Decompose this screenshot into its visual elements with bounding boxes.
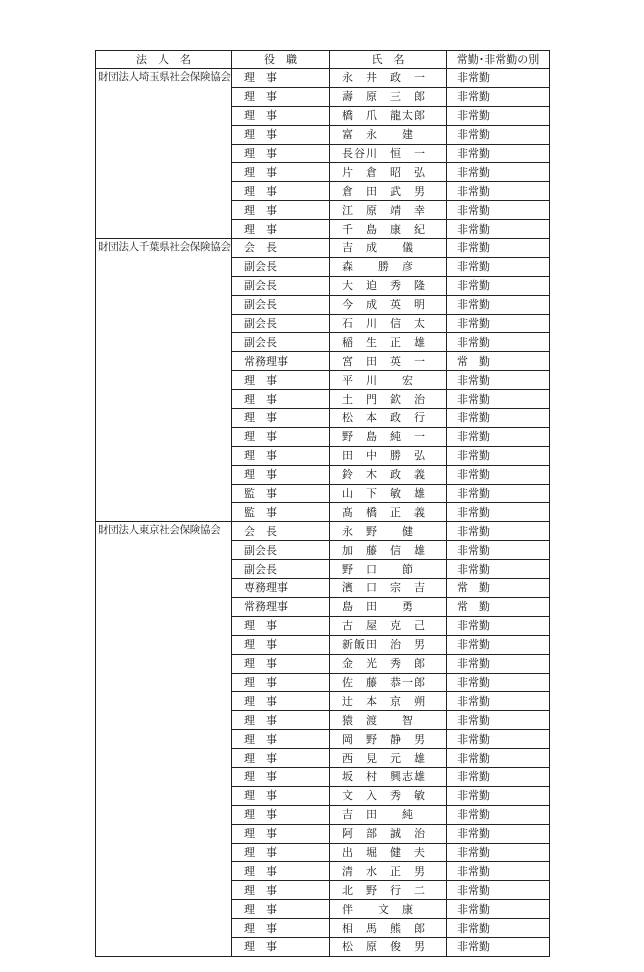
employment-status-cell: 常 勤 [447,352,550,371]
role-cell: 理 事 [232,767,330,786]
employment-status-cell: 非常勤 [447,786,550,805]
employment-status-cell: 非常勤 [447,881,550,900]
table-row [96,390,550,409]
role-cell: 理 事 [232,163,330,182]
employment-status-cell: 非常勤 [447,371,550,390]
role-cell: 理 事 [232,900,330,919]
table-row [96,711,550,730]
person-name-cell: 古 屋 克 己 [330,616,447,635]
corporation-cell [96,106,232,125]
header-row [96,51,550,69]
employment-status-cell: 非常勤 [447,144,550,163]
role-cell: 理 事 [232,446,330,465]
table-row [96,276,550,295]
table-row [96,541,550,560]
corporation-cell [96,276,232,295]
role-cell: 理 事 [232,711,330,730]
person-name-cell: 辻 本 京 朔 [330,692,447,711]
role-cell: 常務理事 [232,352,330,371]
person-name-cell: 加 藤 信 雄 [330,541,447,560]
corporation-cell [96,767,232,786]
header-corporation: 法 人 名 [96,51,232,69]
employment-status-cell: 非常勤 [447,900,550,919]
table-row [96,597,550,616]
role-cell: 理 事 [232,616,330,635]
person-name-cell: 金 光 秀 郎 [330,654,447,673]
table-row [96,125,550,144]
person-name-cell: 清 水 正 男 [330,862,447,881]
employment-status-cell: 非常勤 [447,673,550,692]
table-row [96,106,550,125]
corporation-cell [96,163,232,182]
corporation-cell [96,427,232,446]
employment-status-cell: 非常勤 [447,692,550,711]
corporation-cell [96,824,232,843]
person-name-cell: 倉 田 武 男 [330,182,447,201]
employment-status-cell: 非常勤 [447,635,550,654]
role-cell: 理 事 [232,881,330,900]
table-row [96,87,550,106]
table-row [96,937,550,956]
role-cell: 副会長 [232,333,330,352]
employment-status-cell: 非常勤 [447,239,550,258]
role-cell: 理 事 [232,220,330,239]
corporation-cell: 財団法人埼玉県社会保険協会 [96,69,232,88]
person-name-cell: 永 野 健 [330,522,447,541]
corporation-cell [96,881,232,900]
person-name-cell: 島 田 勇 [330,597,447,616]
person-name-cell: 鈴 木 政 義 [330,465,447,484]
role-cell: 理 事 [232,144,330,163]
role-cell: 専務理事 [232,579,330,598]
header-position: 役 職 [232,51,330,69]
corporation-cell [96,87,232,106]
role-cell: 副会長 [232,541,330,560]
employment-status-cell: 非常勤 [447,125,550,144]
person-name-cell: 西 見 元 雄 [330,749,447,768]
corporation-cell [96,182,232,201]
table-row [96,446,550,465]
role-cell: 理 事 [232,805,330,824]
table-row [96,881,550,900]
table-row [96,409,550,428]
employment-status-cell: 非常勤 [447,295,550,314]
table-row [96,673,550,692]
employment-status-cell: 非常勤 [447,69,550,88]
role-cell: 理 事 [232,937,330,956]
role-cell: 理 事 [232,427,330,446]
person-name-cell: 北 野 行 二 [330,881,447,900]
corporation-cell [96,919,232,938]
table-row [96,900,550,919]
header-name: 氏 名 [330,51,447,69]
person-name-cell: 江 原 靖 幸 [330,201,447,220]
employment-status-cell: 非常勤 [447,427,550,446]
employment-status-cell: 非常勤 [447,465,550,484]
table-row [96,182,550,201]
corporation-cell [96,220,232,239]
corporation-cell [96,446,232,465]
table-row [96,786,550,805]
corporation-cell [96,862,232,881]
person-name-cell: 吉 田 純 [330,805,447,824]
corporation-cell [96,597,232,616]
role-cell: 理 事 [232,201,330,220]
table-row [96,314,550,333]
corporation-cell [96,333,232,352]
table-row [96,352,550,371]
person-name-cell: 稲 生 正 雄 [330,333,447,352]
role-cell: 副会長 [232,314,330,333]
corporation-cell [96,257,232,276]
role-cell: 副会長 [232,257,330,276]
table-row [96,824,550,843]
employment-status-cell: 非常勤 [447,730,550,749]
role-cell: 理 事 [232,843,330,862]
corporation-cell [96,314,232,333]
employment-status-cell: 非常勤 [447,541,550,560]
employment-status-cell: 常 勤 [447,579,550,598]
table-row [96,163,550,182]
role-cell: 副会長 [232,560,330,579]
corporation-cell [96,560,232,579]
employment-status-cell: 非常勤 [447,201,550,220]
corporation-cell [96,579,232,598]
employment-status-cell: 非常勤 [447,862,550,881]
person-name-cell: 伴 文 康 [330,900,447,919]
role-cell: 理 事 [232,862,330,881]
person-name-cell: 松 本 政 行 [330,409,447,428]
employment-status-cell: 非常勤 [447,805,550,824]
table-row [96,295,550,314]
employment-status-cell: 常 勤 [447,597,550,616]
employment-status-cell: 非常勤 [447,390,550,409]
corporation-cell [96,805,232,824]
officers-table [95,50,550,957]
role-cell: 理 事 [232,87,330,106]
employment-status-cell: 非常勤 [447,937,550,956]
table-row [96,616,550,635]
employment-status-cell: 非常勤 [447,503,550,522]
employment-status-cell: 非常勤 [447,843,550,862]
role-cell: 理 事 [232,673,330,692]
person-name-cell: 野 口 節 [330,560,447,579]
corporation-cell [96,635,232,654]
person-name-cell: 長谷川 恒 一 [330,144,447,163]
role-cell: 理 事 [232,730,330,749]
employment-status-cell: 非常勤 [447,257,550,276]
person-name-cell: 濱 口 宗 吉 [330,579,447,598]
table-row [96,144,550,163]
corporation-cell [96,484,232,503]
table-row [96,333,550,352]
table-row [96,69,550,88]
person-name-cell: 橋 爪 龍太郎 [330,106,447,125]
corporation-cell [96,730,232,749]
role-cell: 常務理事 [232,597,330,616]
person-name-cell: 永 井 政 一 [330,69,447,88]
person-name-cell: 松 原 俊 男 [330,937,447,956]
employment-status-cell: 非常勤 [447,409,550,428]
corporation-cell [96,295,232,314]
corporation-cell [96,937,232,956]
table-row [96,201,550,220]
role-cell: 理 事 [232,786,330,805]
table-row [96,805,550,824]
person-name-cell: 出 堀 健 夫 [330,843,447,862]
employment-status-cell: 非常勤 [447,919,550,938]
corporation-cell [96,673,232,692]
role-cell: 副会長 [232,295,330,314]
employment-status-cell: 非常勤 [447,749,550,768]
table-row [96,843,550,862]
table-row [96,767,550,786]
role-cell: 理 事 [232,106,330,125]
corporation-cell [96,541,232,560]
employment-status-cell: 非常勤 [447,711,550,730]
person-name-cell: 片 倉 昭 弘 [330,163,447,182]
person-name-cell: 大 迫 秀 隆 [330,276,447,295]
corporation-cell [96,503,232,522]
role-cell: 理 事 [232,654,330,673]
person-name-cell: 相 馬 熊 郎 [330,919,447,938]
table-row [96,635,550,654]
employment-status-cell: 非常勤 [447,616,550,635]
table-row [96,862,550,881]
role-cell: 理 事 [232,749,330,768]
role-cell: 理 事 [232,69,330,88]
role-cell: 理 事 [232,919,330,938]
employment-status-cell: 非常勤 [447,654,550,673]
role-cell: 副会長 [232,276,330,295]
person-name-cell: 富 永 建 [330,125,447,144]
person-name-cell: 佐 藤 恭一郎 [330,673,447,692]
person-name-cell: 森 勝 彦 [330,257,447,276]
employment-status-cell: 非常勤 [447,333,550,352]
corporation-cell [96,786,232,805]
corporation-cell [96,409,232,428]
table-row [96,427,550,446]
person-name-cell: 吉 成 儀 [330,239,447,258]
corporation-cell [96,125,232,144]
person-name-cell: 今 成 英 明 [330,295,447,314]
table-row [96,522,550,541]
person-name-cell: 石 川 信 太 [330,314,447,333]
person-name-cell: 髙 橋 正 義 [330,503,447,522]
corporation-cell [96,144,232,163]
table-row [96,371,550,390]
person-name-cell: 土 門 欽 治 [330,390,447,409]
table-row [96,257,550,276]
corporation-cell [96,201,232,220]
corporation-cell: 財団法人東京社会保険協会 [96,522,232,541]
employment-status-cell: 非常勤 [447,276,550,295]
role-cell: 理 事 [232,390,330,409]
corporation-cell [96,352,232,371]
role-cell: 理 事 [232,182,330,201]
person-name-cell: 平 川 宏 [330,371,447,390]
table-row [96,919,550,938]
employment-status-cell: 非常勤 [447,560,550,579]
table-row [96,239,550,258]
person-name-cell: 岡 野 静 男 [330,730,447,749]
role-cell: 監 事 [232,484,330,503]
person-name-cell: 阿 部 誠 治 [330,824,447,843]
person-name-cell: 壽 原 三 郎 [330,87,447,106]
employment-status-cell: 非常勤 [447,182,550,201]
corporation-cell: 財団法人千葉県社会保険協会 [96,239,232,258]
person-name-cell: 田 中 勝 弘 [330,446,447,465]
role-cell: 会 長 [232,522,330,541]
table-row [96,484,550,503]
employment-status-cell: 非常勤 [447,824,550,843]
corporation-cell [96,371,232,390]
person-name-cell: 野 島 純 一 [330,427,447,446]
role-cell: 理 事 [232,692,330,711]
person-name-cell: 宮 田 英 一 [330,352,447,371]
corporation-cell [96,843,232,862]
corporation-cell [96,390,232,409]
employment-status-cell: 非常勤 [447,446,550,465]
table-row [96,465,550,484]
table-row [96,579,550,598]
person-name-cell: 猿 渡 智 [330,711,447,730]
employment-status-cell: 非常勤 [447,87,550,106]
table-row [96,730,550,749]
corporation-cell [96,900,232,919]
person-name-cell: 文 入 秀 敏 [330,786,447,805]
person-name-cell: 山 下 敏 雄 [330,484,447,503]
role-cell: 理 事 [232,371,330,390]
employment-status-cell: 非常勤 [447,767,550,786]
table-row [96,654,550,673]
role-cell: 会 長 [232,239,330,258]
corporation-cell [96,465,232,484]
corporation-cell [96,711,232,730]
table-row [96,503,550,522]
role-cell: 理 事 [232,465,330,484]
role-cell: 理 事 [232,125,330,144]
corporation-cell [96,654,232,673]
role-cell: 監 事 [232,503,330,522]
role-cell: 理 事 [232,409,330,428]
role-cell: 理 事 [232,635,330,654]
person-name-cell: 坂 村 興志雄 [330,767,447,786]
header-employment-type: 常勤･非常勤の別 [447,51,550,69]
employment-status-cell: 非常勤 [447,522,550,541]
role-cell: 理 事 [232,824,330,843]
corporation-cell [96,616,232,635]
employment-status-cell: 非常勤 [447,220,550,239]
employment-status-cell: 非常勤 [447,484,550,503]
table-row [96,560,550,579]
employment-status-cell: 非常勤 [447,106,550,125]
corporation-cell [96,692,232,711]
person-name-cell: 千 島 康 紀 [330,220,447,239]
table-row [96,692,550,711]
corporation-cell [96,749,232,768]
employment-status-cell: 非常勤 [447,314,550,333]
table-row [96,220,550,239]
person-name-cell: 新飯田 治 男 [330,635,447,654]
employment-status-cell: 非常勤 [447,163,550,182]
table-row [96,749,550,768]
